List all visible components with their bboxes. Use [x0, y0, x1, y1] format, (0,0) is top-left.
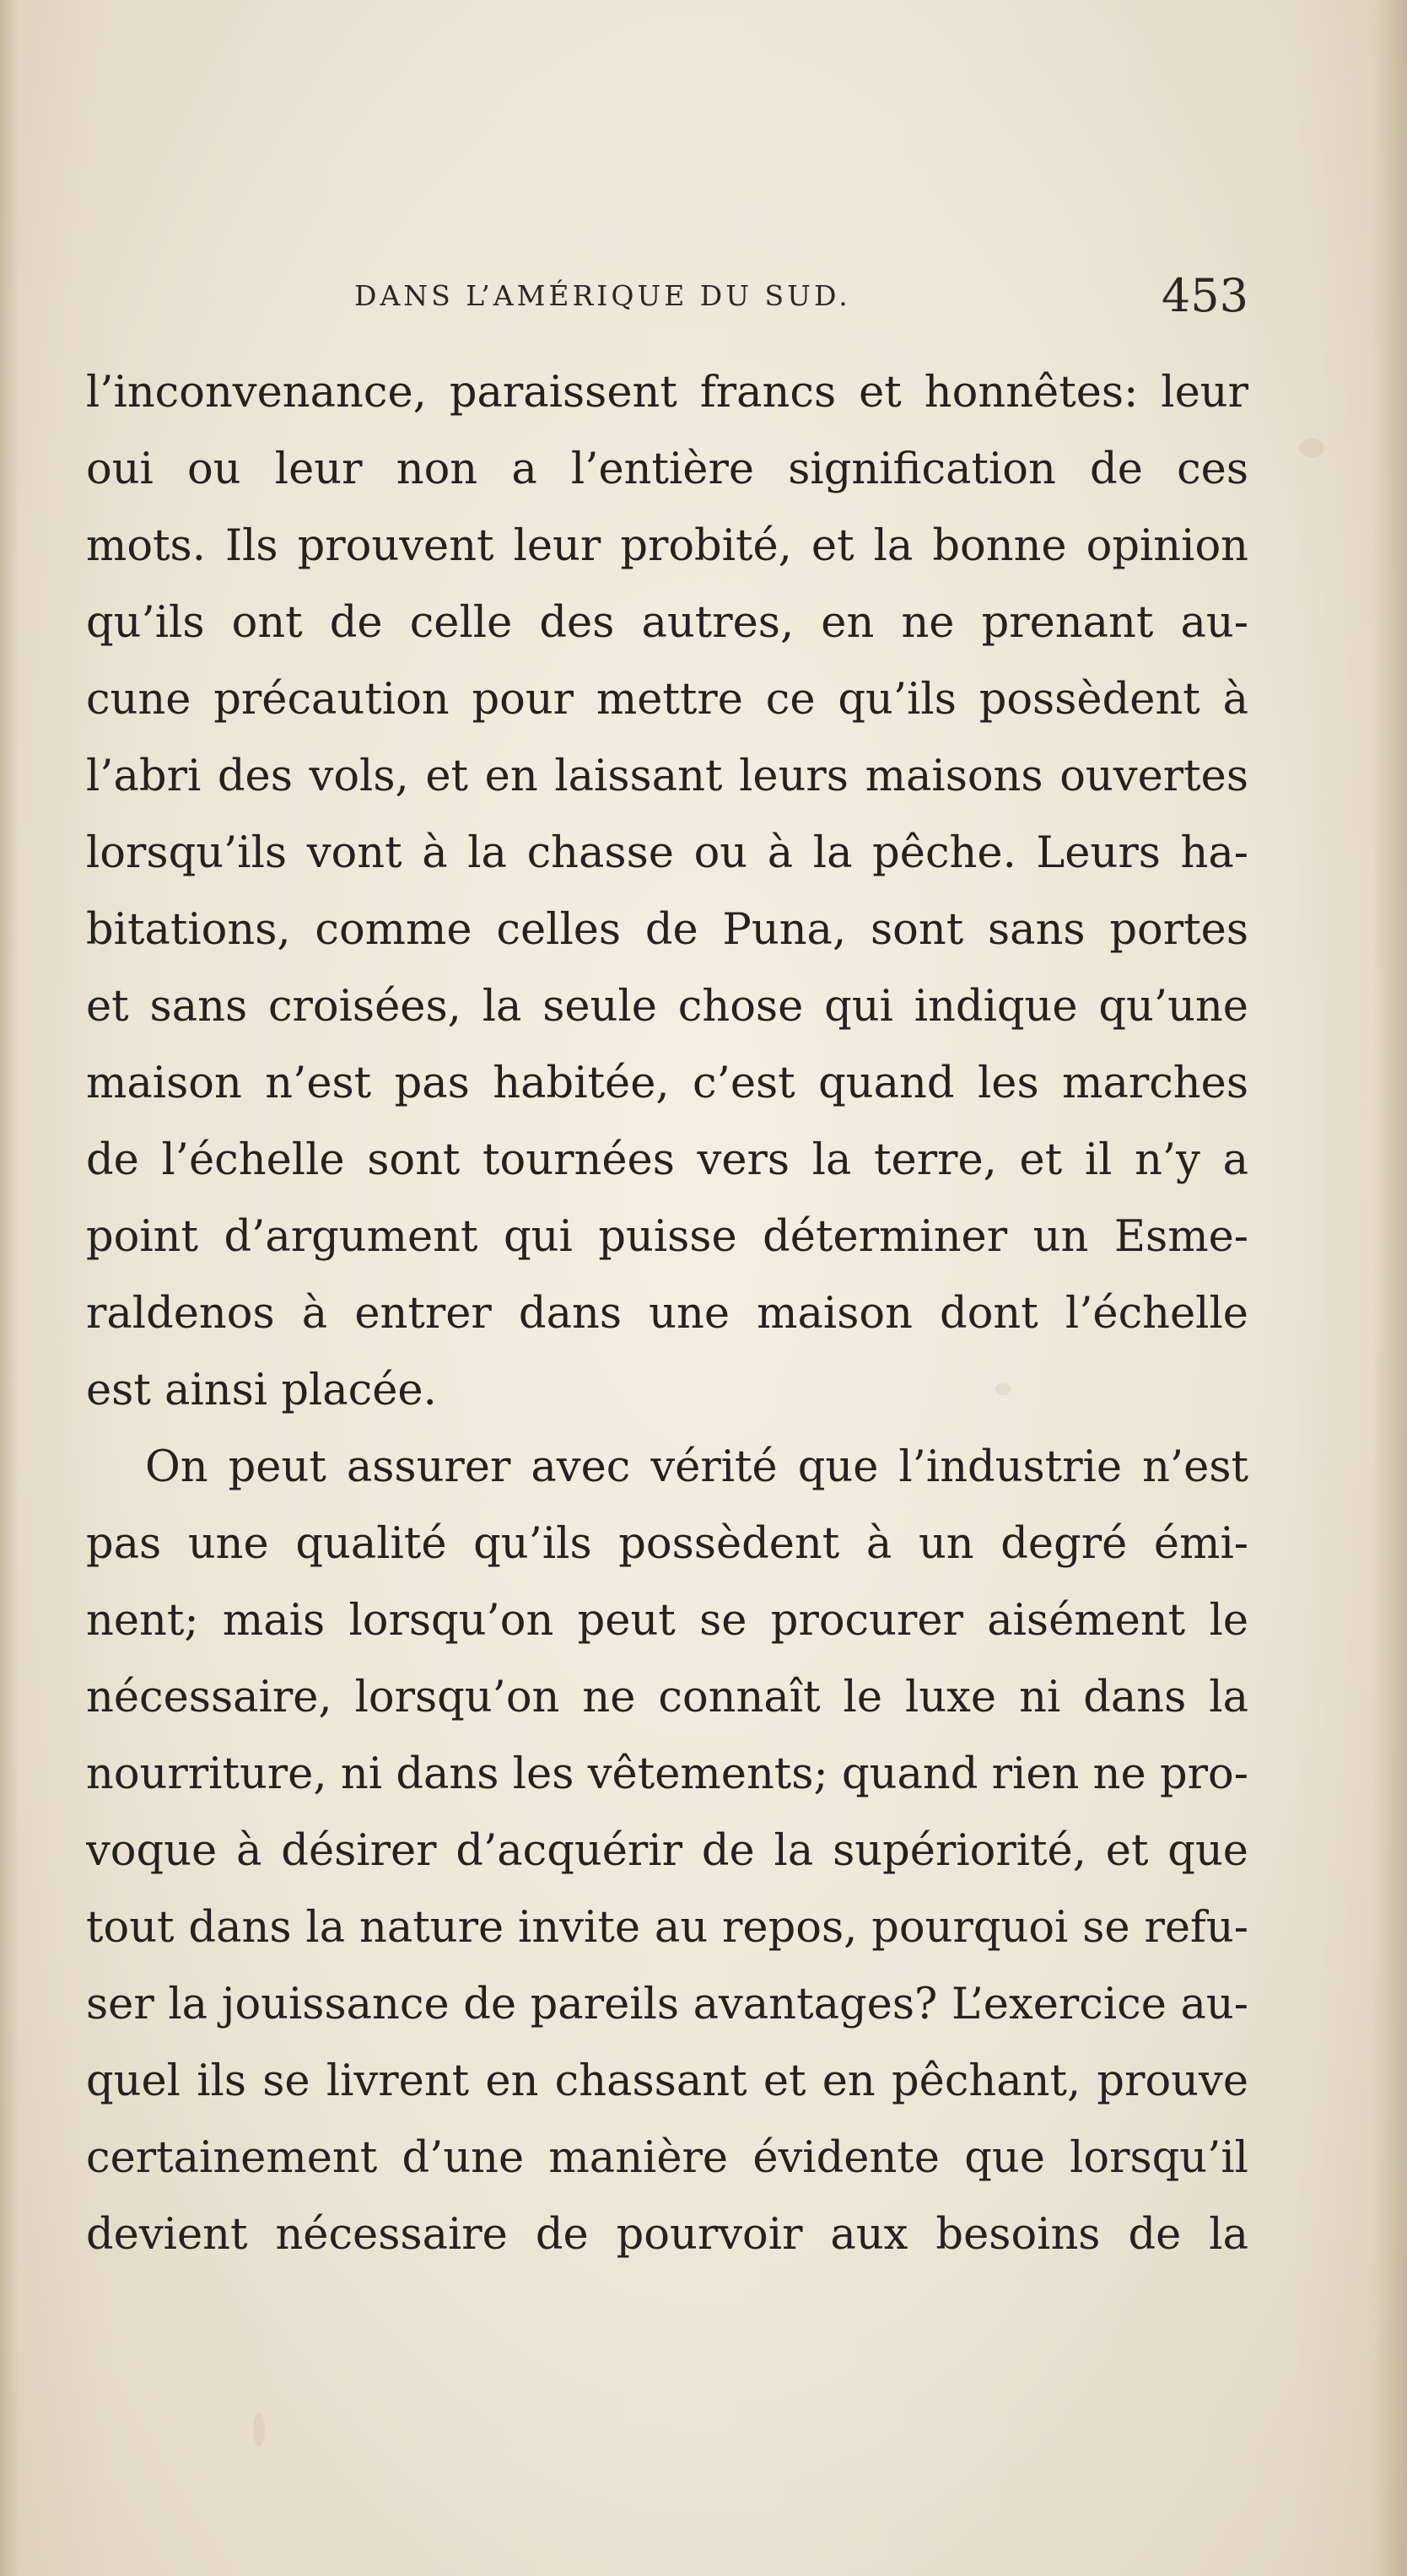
page-number: 453 [1161, 269, 1248, 322]
text-line: mots. Ils prouvent leur probité, et la bonne opinion [86, 521, 1248, 571]
text-line: nourriture, ni dans les vêtements; quand rien ne pro- [86, 1749, 1248, 1799]
running-head: DANS L’AMÉRIQUE DU SUD. [354, 279, 851, 312]
text-line: l’inconvenance, paraissent francs et honnêtes: leur [86, 368, 1248, 418]
text-line: certainement d’une manière évidente que lorsqu’il [86, 2133, 1248, 2183]
text-line: nent; mais lorsqu’on peut se procurer aisément le [86, 1596, 1248, 1646]
text-line: oui ou leur non a l’entière signification de ces [86, 445, 1248, 494]
text-line: quel ils se livrent en chassant et en pêchant, prouve [86, 2056, 1248, 2106]
body-text [86, 354, 1248, 2273]
text-line: raldenos à entrer dans une maison dont l’échelle [86, 1289, 1248, 1339]
foxing-spot [253, 2412, 265, 2446]
text-line: bitations, comme celles de Puna, sont sans portes [86, 905, 1248, 955]
paragraph-start-line: On peut assurer avec vérité que l’industrie n’est [145, 1442, 1248, 1492]
text-line: nécessaire, lorsqu’on ne connaît le luxe ni dans la [86, 1673, 1248, 1722]
text-line: et sans croisées, la seule chose qui indique qu’une [86, 982, 1248, 1032]
text-line: l’abri des vols, et en laissant leurs maisons ouvertes [86, 752, 1248, 801]
page-edge-right [1373, 0, 1407, 2576]
text-line: maison n’est pas habitée, c’est quand les marches [86, 1059, 1248, 1108]
text-line: lorsqu’ils vont à la chasse ou à la pêche. Leurs ha- [86, 828, 1248, 878]
text-line: point d’argument qui puisse déterminer un Esme- [86, 1212, 1248, 1262]
text-line: devient nécessaire de pourvoir aux besoins de la [86, 2210, 1248, 2260]
foxing-spot [1299, 439, 1324, 457]
page-header [354, 269, 1248, 322]
paragraph-end-line: est ainsi placée. [86, 1366, 437, 1415]
text-line: ser la jouissance de pareils avantages? L’exercice au- [86, 1980, 1248, 2029]
text-line: pas une qualité qu’ils possèdent à un degré émi- [86, 1519, 1248, 1569]
text-line: tout dans la nature invite au repos, pourquoi se refu- [86, 1903, 1248, 1953]
text-line: cune précaution pour mettre ce qu’ils possèdent à [86, 675, 1248, 725]
text-line: de l’échelle sont tournées vers la terre, et il n’y a [86, 1135, 1248, 1185]
text-line: qu’ils ont de celle des autres, en ne prenant au- [86, 598, 1248, 648]
page-edge-left [0, 0, 19, 2576]
text-line: voque à désirer d’acquérir de la supériorité, et que [86, 1826, 1248, 1876]
